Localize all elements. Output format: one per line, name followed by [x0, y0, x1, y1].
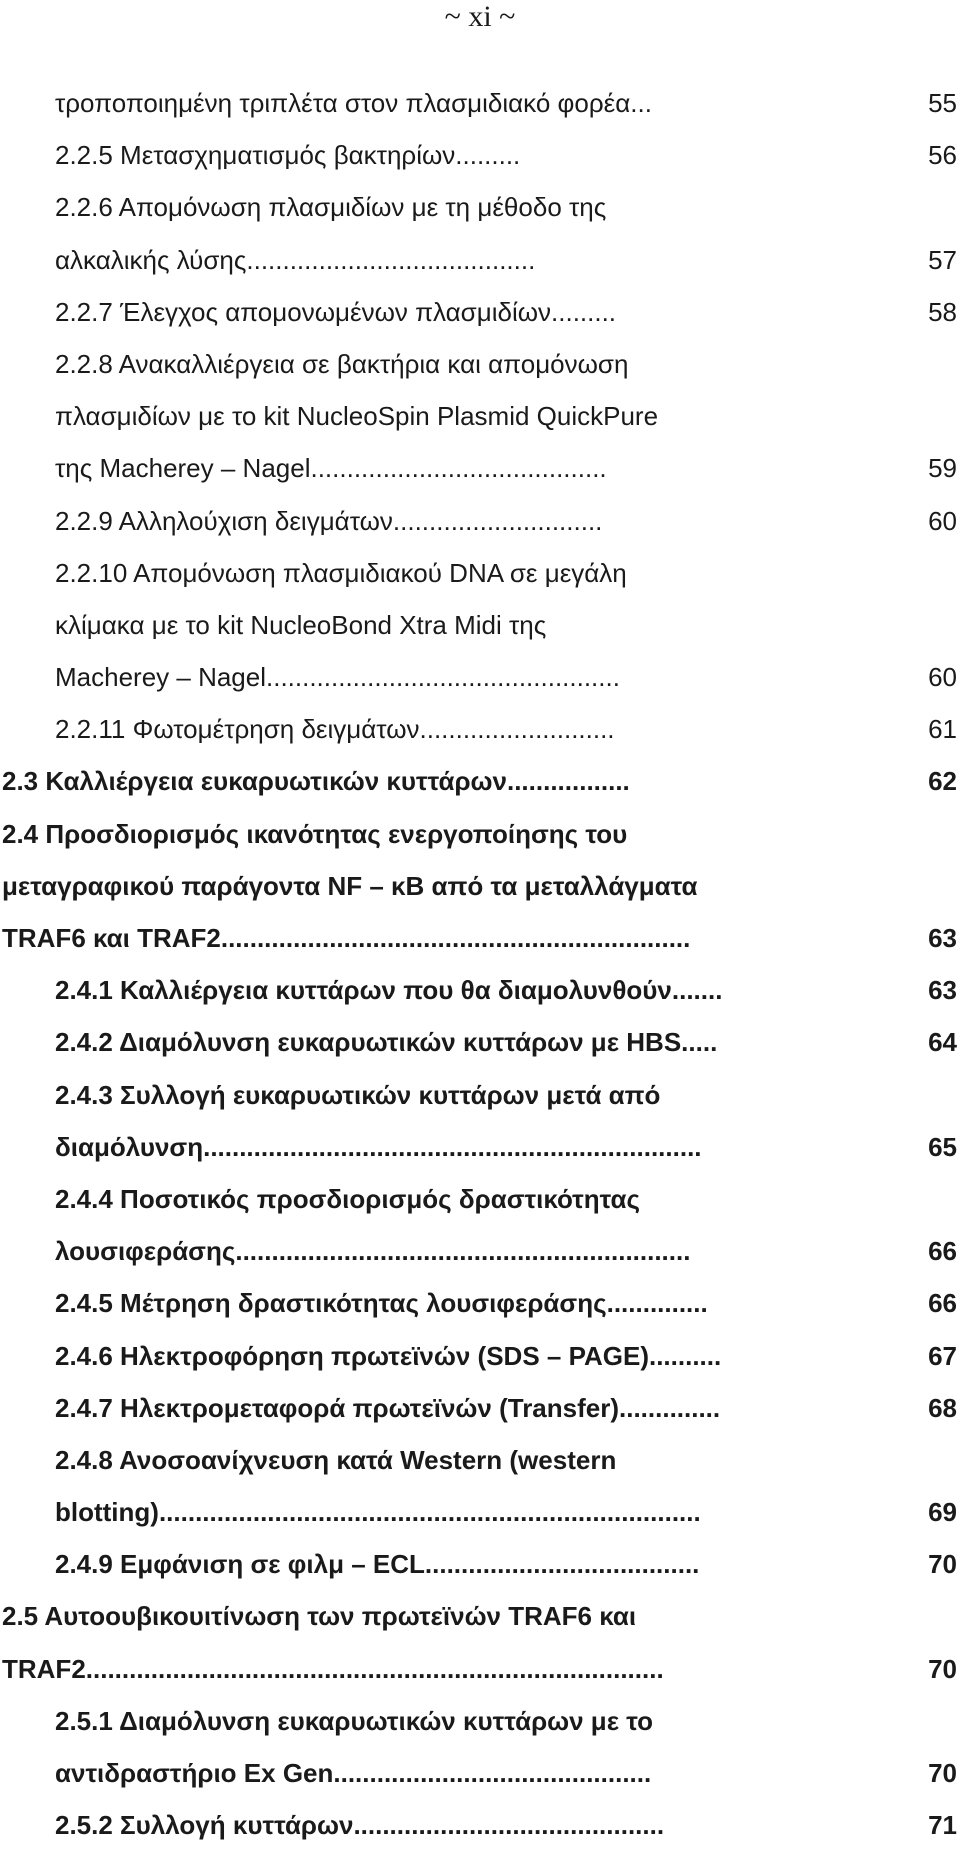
toc-entry — [0, 1280, 960, 1332]
toc-entry — [0, 1437, 960, 1489]
toc-entry-title: αλκαλικής λύσης........................................ — [55, 244, 536, 275]
toc-entry-page-number: 66 — [928, 1288, 957, 1319]
toc-entry-page-number: 70 — [928, 1653, 957, 1684]
toc-entry-page-number: 60 — [928, 662, 957, 693]
toc-entry — [0, 1333, 960, 1385]
toc-entry-page-number: 66 — [928, 1236, 957, 1267]
toc-entry-page-number: 59 — [928, 453, 957, 484]
toc-entry-page-number: 65 — [928, 1131, 957, 1162]
toc-entry-page-number: 67 — [928, 1340, 957, 1371]
toc-entry-title: 2.4.6 Ηλεκτροφόρηση πρωτεϊνών (SDS – PAGE).......... — [55, 1340, 722, 1371]
toc-entry — [0, 1176, 960, 1228]
toc-entry-title: 2.4.3 Συλλογή ευκαρυωτικών κυττάρων μετά από — [55, 1079, 661, 1110]
toc-entry-page-number: 61 — [928, 714, 957, 745]
toc-entry-title: μεταγραφικού παράγοντα NF – κB από τα μεταλλάγματα — [2, 870, 698, 901]
toc-entry — [0, 915, 960, 967]
toc-entry — [0, 1072, 960, 1124]
toc-entry-title: διαμόλυνση..................................................................... — [55, 1131, 702, 1162]
toc-entry-title: 2.4.5 Μέτρηση δραστικότητας λουσιφεράσης.............. — [55, 1288, 708, 1319]
toc-entry-title: 2.2.7 Έλεγχος απομονωμένων πλασμιδίων......... — [55, 296, 617, 327]
toc-entry — [0, 1489, 960, 1541]
toc-entry-title: 2.2.9 Αλληλούχιση δειγμάτων............................. — [55, 505, 603, 536]
toc-entry — [0, 1124, 960, 1176]
toc-entry-page-number: 69 — [928, 1497, 957, 1528]
toc-entry — [0, 1019, 960, 1071]
toc-entry — [0, 811, 960, 863]
toc-entry-title: 2.5 Αυτοουβικουιτίνωση των πρωτεϊνών TRAF6 και — [2, 1601, 637, 1632]
toc-entry — [0, 289, 960, 341]
toc-entry — [0, 602, 960, 654]
toc-entry-title: 2.2.10 Απομόνωση πλασμιδιακού DNA σε μεγάλη — [55, 557, 627, 588]
toc-entry-page-number: 68 — [928, 1392, 957, 1423]
toc-entry-page-number: 62 — [928, 766, 957, 797]
toc-entry — [0, 184, 960, 236]
toc-entry-title: 2.4.7 Ηλεκτρομεταφορά πρωτεϊνών (Transfer).............. — [55, 1392, 721, 1423]
toc-entry-title: 2.4 Προσδιορισμός ικανότητας ενεργοποίησης του — [2, 818, 628, 849]
toc-entry-page-number: 57 — [928, 244, 957, 275]
toc-entry — [0, 80, 960, 132]
toc-entry — [0, 341, 960, 393]
toc-entry-title: Macherey – Nagel................................................. — [55, 662, 620, 693]
toc-entry-title: TRAF2................................................................................ — [2, 1653, 664, 1684]
toc-entry-title: 2.4.9 Εμφάνιση σε φιλμ – ECL...................................... — [55, 1549, 700, 1580]
toc-entry — [0, 1593, 960, 1645]
toc-entry — [0, 237, 960, 289]
table-of-contents — [0, 80, 960, 1854]
toc-entry-page-number: 55 — [928, 88, 957, 118]
toc-entry — [0, 550, 960, 602]
toc-entry — [0, 1750, 960, 1802]
toc-entry-page-number: 70 — [928, 1758, 957, 1788]
toc-entry-title: 2.5.1 Διαμόλυνση ευκαρυωτικών κυττάρων με το — [55, 1705, 654, 1736]
toc-entry-page-number: 60 — [928, 505, 957, 536]
toc-entry-page-number: 58 — [928, 296, 957, 327]
toc-entry-page-number: 71 — [928, 1810, 957, 1841]
toc-entry-page-number: 56 — [928, 140, 957, 171]
toc-entry — [0, 445, 960, 497]
toc-entry-title: 2.4.1 Καλλιέργεια κυττάρων που θα διαμολυνθούν....... — [55, 975, 723, 1006]
toc-entry — [0, 706, 960, 758]
toc-entry — [0, 967, 960, 1019]
toc-entry-title: 2.4.2 Διαμόλυνση ευκαρυωτικών κυττάρων με HBS..... — [55, 1027, 718, 1058]
toc-entry-title: 2.2.8 Ανακαλλιέργεια σε βακτήρια και απομόνωση — [55, 348, 629, 379]
toc-entry — [0, 1802, 960, 1854]
toc-entry-title: τροποποιημένη τριπλέτα στον πλασμιδιακό φορέα... — [55, 88, 652, 118]
toc-entry-title: 2.5.2 Συλλογή κυττάρων........................................... — [55, 1810, 665, 1841]
toc-entry-page-number: 63 — [928, 975, 957, 1006]
toc-entry — [0, 132, 960, 184]
toc-entry-title: 2.4.8 Ανοσοανίχνευση κατά Western (western — [55, 1444, 617, 1475]
toc-entry — [0, 1385, 960, 1437]
toc-entry-title: 2.2.6 Απομόνωση πλασμιδίων με τη μέθοδο της — [55, 192, 607, 223]
toc-entry-page-number: 63 — [928, 923, 957, 953]
toc-entry-title: λουσιφεράσης............................................................... — [55, 1236, 691, 1267]
toc-entry-title: 2.4.4 Ποσοτικός προσδιορισμός δραστικότητας — [55, 1183, 641, 1214]
toc-entry-title: blotting)........................................................................... — [55, 1497, 701, 1528]
toc-entry-title: της Macherey – Nagel......................................... — [55, 453, 607, 484]
toc-entry — [0, 863, 960, 915]
toc-entry — [0, 654, 960, 706]
toc-entry-page-number: 70 — [928, 1549, 957, 1580]
toc-entry — [0, 758, 960, 810]
toc-entry-title: 2.2.5 Μετασχηματισμός βακτηρίων......... — [55, 140, 521, 171]
toc-entry-title: αντιδραστήριο Ex Gen............................................ — [55, 1758, 652, 1788]
toc-entry — [0, 393, 960, 445]
toc-entry-title: πλασμιδίων με το kit NucleoSpin Plasmid QuickPure — [55, 401, 659, 432]
toc-entry — [0, 1228, 960, 1280]
toc-entry-title: κλίμακα με το kit NucleoBond Xtra Midi της — [55, 609, 547, 640]
toc-entry-title: 2.3 Καλλιέργεια ευκαρυωτικών κυττάρων................. — [2, 766, 630, 797]
toc-entry-title: TRAF6 και TRAF2................................................................. — [2, 923, 691, 953]
toc-entry — [0, 498, 960, 550]
page-header: ~ xi ~ — [444, 0, 516, 33]
toc-entry — [0, 1698, 960, 1750]
toc-entry — [0, 1646, 960, 1698]
toc-entry-title: 2.2.11 Φωτομέτρηση δειγμάτων........................... — [55, 714, 615, 745]
toc-entry-page-number: 64 — [928, 1027, 957, 1058]
toc-entry — [0, 1541, 960, 1593]
